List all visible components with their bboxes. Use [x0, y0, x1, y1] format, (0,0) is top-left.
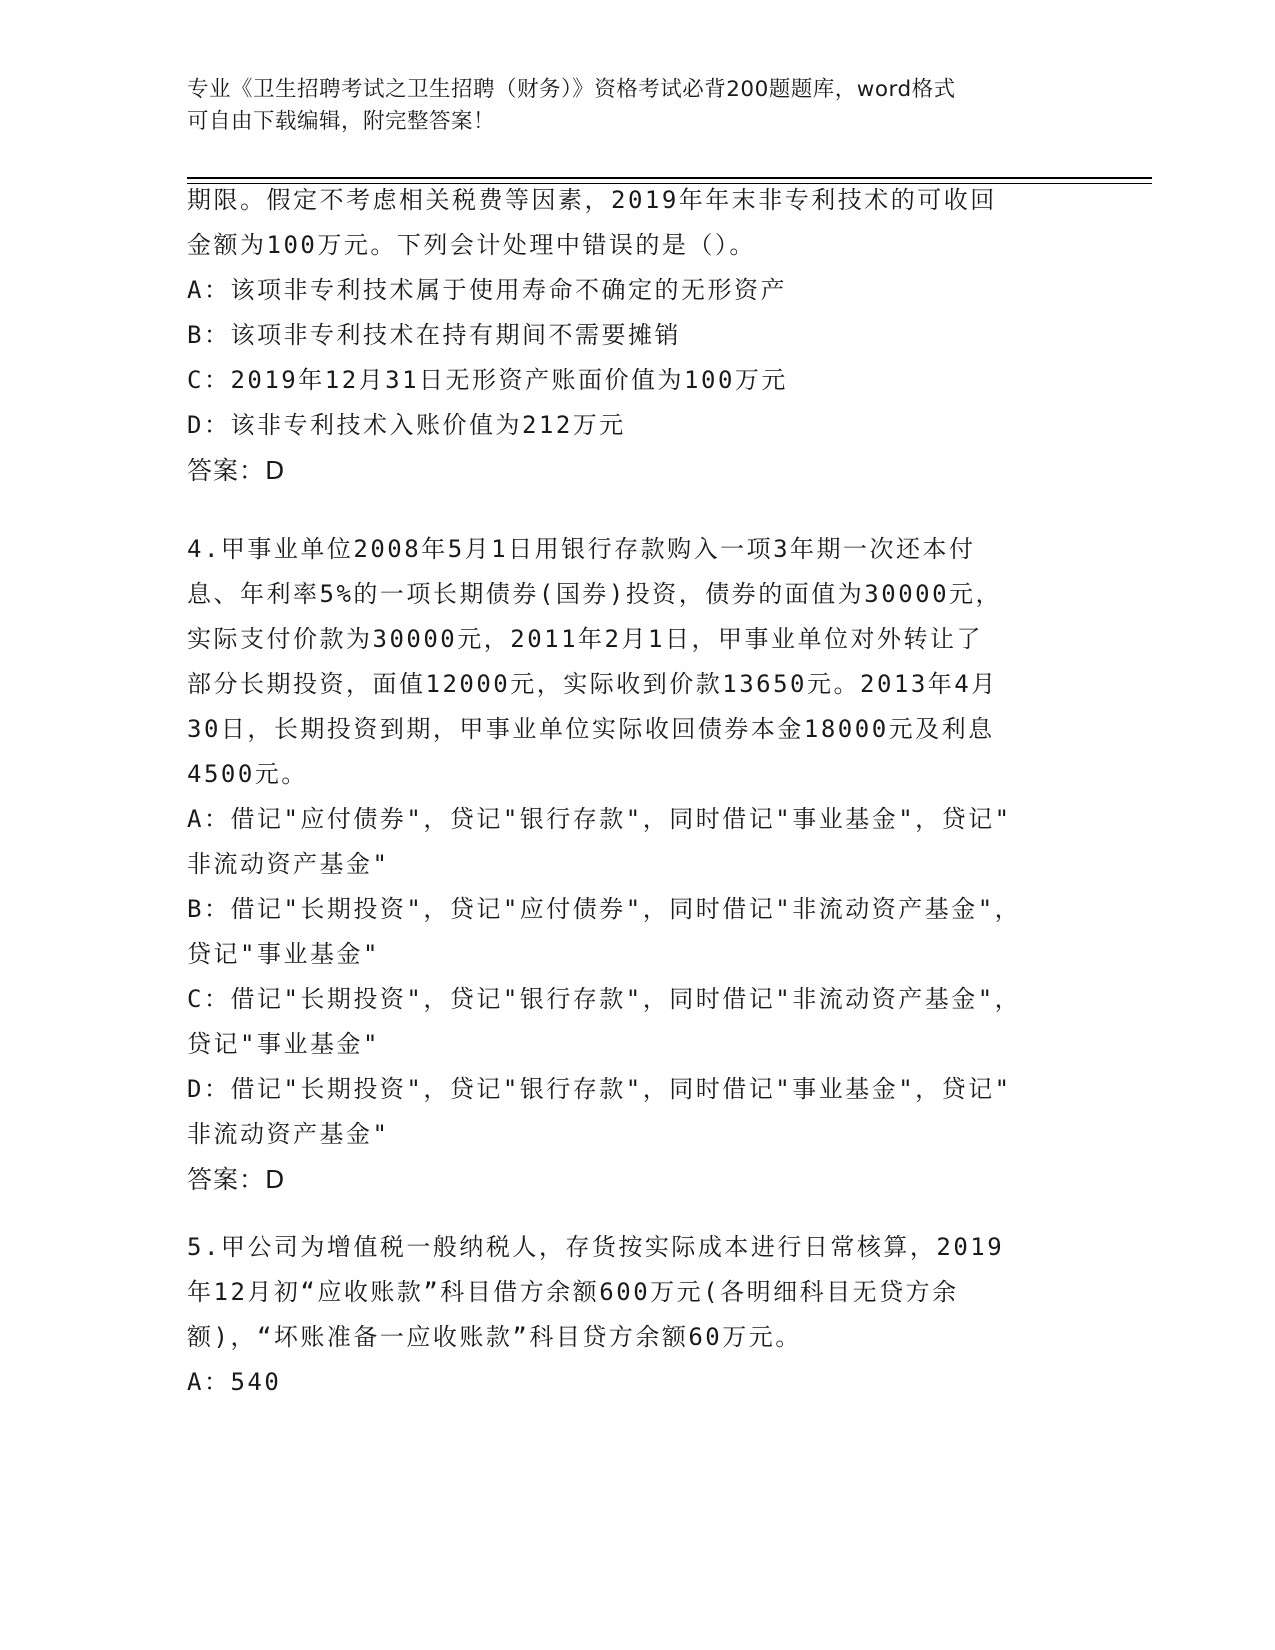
question-5 — [187, 1225, 1107, 1405]
question-4 — [187, 527, 1107, 1202]
option-b: B：该项非专利技术在持有期间不需要摊销 — [187, 321, 681, 349]
option-b-continued: 贷记"事业基金" — [187, 940, 380, 968]
question-stem-line: 部分长期投资，面值12000元，实际收到价款13650元。2013年4月 — [187, 670, 998, 698]
answer-label: 答案：D — [187, 1165, 286, 1194]
question-stem-line: 息、年利率5%的一项长期债券(国券)投资，债券的面值为30000元， — [187, 580, 1003, 608]
question-stem-line: 金额为100万元。下列会计处理中错误的是（）。 — [187, 231, 756, 259]
document-header — [187, 74, 1067, 138]
option-b: B：借记"长期投资"，贷记"应付债券"，同时借记"非流动资产基金"， — [187, 895, 1022, 923]
question-stem-line: 4.甲事业单位2008年5月1日用银行存款购入一项3年期一次还本付 — [187, 535, 976, 563]
option-a: A：540 — [187, 1368, 282, 1396]
question-stem-line: 30日，长期投资到期，甲事业单位实际收回债券本金18000元及利息 — [187, 715, 995, 743]
question-stem-line: 5.甲公司为增值税一般纳税人，存货按实际成本进行日常核算，2019 — [187, 1233, 1005, 1261]
question-3 — [187, 178, 1107, 493]
question-stem-line: 年12月初“应收账款”科目借方余额600万元(各明细科目无贷方余 — [187, 1278, 959, 1306]
option-a: A：该项非专利技术属于使用寿命不确定的无形资产 — [187, 276, 787, 304]
option-d: D：该非专利技术入账价值为212万元 — [187, 411, 626, 439]
option-d: D：借记"长期投资"，贷记"银行存款"，同时借记"事业基金"，贷记" — [187, 1075, 1012, 1103]
header-title-line-1: 专业《卫生招聘考试之卫生招聘（财务）》资格考试必背200题题库，word格式 — [187, 77, 956, 102]
option-c: C：2019年12月31日无形资产账面价值为100万元 — [187, 366, 788, 394]
option-c-continued: 贷记"事业基金" — [187, 1030, 380, 1058]
option-c: C：借记"长期投资"，贷记"银行存款"，同时借记"非流动资产基金"， — [187, 985, 1022, 1013]
question-stem-line: 期限。假定不考虑相关税费等因素，2019年年末非专利技术的可收回 — [187, 186, 997, 214]
header-title-line-2: 可自由下载编辑，附完整答案！ — [187, 109, 496, 134]
option-d-continued: 非流动资产基金" — [187, 1120, 390, 1148]
question-stem-line: 实际支付价款为30000元，2011年2月1日，甲事业单位对外转让了 — [187, 625, 983, 653]
option-a-continued: 非流动资产基金" — [187, 850, 390, 878]
question-stem-line: 额)，“坏账准备一应收账款”科目贷方余额60万元。 — [187, 1323, 802, 1351]
option-a: A：借记"应付债券"，贷记"银行存款"，同时借记"事业基金"，贷记" — [187, 805, 1012, 833]
question-stem-line: 4500元。 — [187, 760, 308, 788]
answer-label: 答案：D — [187, 456, 286, 485]
